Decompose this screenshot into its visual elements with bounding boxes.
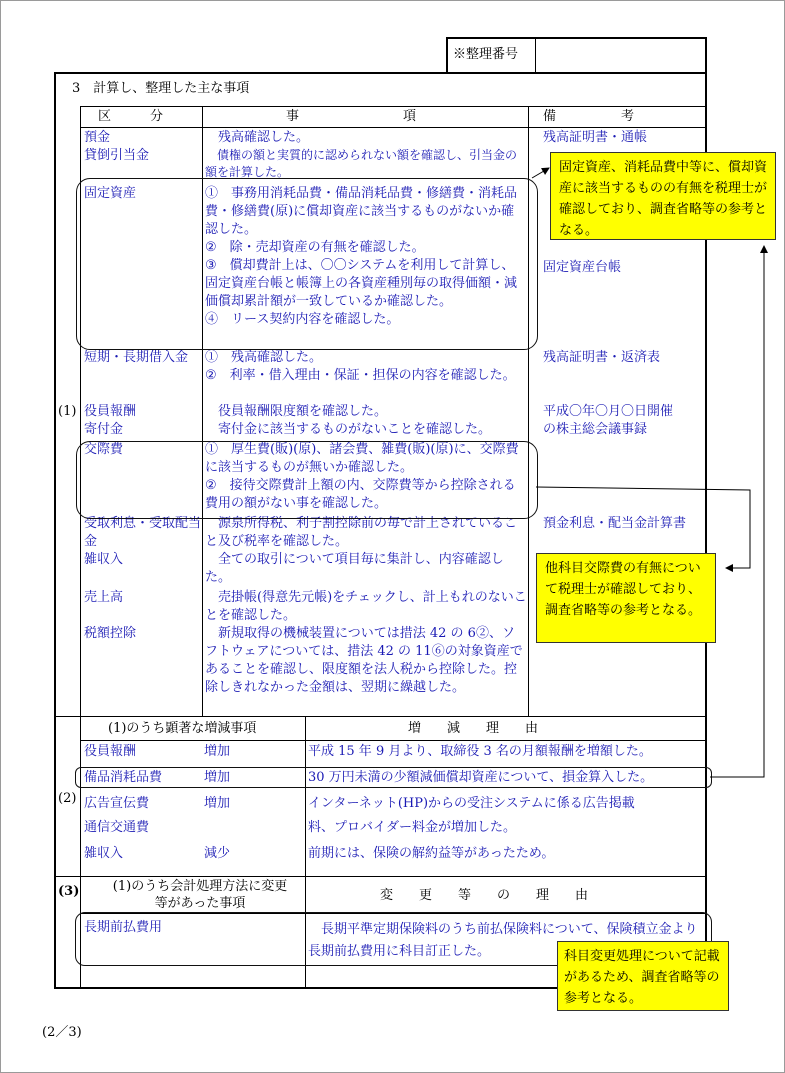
label-yakuin-hoshu: 役員報酬 — [84, 404, 137, 419]
p2-reason-2: インターネット(HP)からの受注システムに係る広告掲載 — [308, 796, 635, 811]
section3-title: 3 計算し、整理した主な事項 — [72, 81, 250, 96]
row-label-1: (1) — [58, 404, 77, 419]
note-yakuin-hoshu: 平成〇年〇月〇日開催 — [543, 404, 674, 419]
part3-header-right: 変 更 等 の 理 由 — [380, 888, 589, 903]
note-uketori-risoku: 預金利息・配当金計算書 — [543, 516, 687, 531]
arrow-bihin — [710, 246, 764, 777]
arrow-kotei-shisan — [532, 168, 549, 178]
label-uriage: 売上高 — [84, 590, 124, 605]
content-zatsushunyu: 全ての取引について項目毎に集計し、内容確認した。 — [205, 552, 504, 585]
arrow-kosaihi — [536, 487, 750, 568]
col-header-kubun: 区 分 — [98, 109, 164, 124]
note-kifukin: の株主総会議事録 — [543, 422, 648, 437]
row-label-2: (2) — [58, 791, 77, 806]
note-yokin: 残高証明書・通帳 — [543, 130, 648, 145]
part2-header-right: 増 減 理 由 — [408, 721, 539, 736]
content-kifukin: 寄付金に該当するものがないことを確認した。 — [205, 422, 492, 437]
reference-number-label: ※整理番号 — [453, 47, 519, 62]
p2-item-1: 備品消耗品費 — [84, 770, 163, 785]
label-kifukin: 寄付金 — [84, 422, 124, 437]
p2-change-2: 増加 — [204, 796, 231, 811]
content-kashidaore: 債権の額と実質的に認められない額を確認し、引当金の額を計算した。 — [205, 148, 518, 179]
callout-kotei-shisan: 固定資産、消耗品費中等に、償却資産に該当するものの有無を税理士が確認しており、調査省略等の参考となる。 — [550, 152, 776, 240]
col-header-jikou: 事 項 — [286, 109, 417, 124]
p2-reason-1: 30 万円未満の少額減価償却資産について、損金算入した。 — [308, 770, 654, 785]
content-kotei-shisan: ① 事務用消耗品費・備品消耗品費・修繕費・消耗品費・修繕費(原)に償却資産に該当するものがないか確認した。 ② 除・売却資産の有無を確認した。 ③ 償却費計上は、〇〇システムを利用して計算し、固定資産台帳と帳簿上の各資産種別毎の取得価額・減価償却累計額が一致しているか確認した。 ④ リース契約内容を確認した。 — [205, 186, 518, 327]
p2-change-0: 増加 — [204, 744, 231, 759]
label-kashidaore: 貸倒引当金 — [84, 148, 150, 163]
note-kariire: 残高証明書・返済表 — [543, 350, 661, 365]
row-label-3: (3) — [58, 884, 80, 899]
content-yokin: 残高確認した。 — [205, 130, 310, 145]
p2-change-4: 減少 — [204, 846, 231, 861]
content-yakuin-hoshu: 役員報酬限度額を確認した。 — [205, 404, 388, 419]
label-yokin: 預金 — [84, 130, 111, 145]
content-zeigaku-kojo: 新規取得の機械装置については措法 42 の 6②、ソフトウェアについては、措法 42 の 11⑥の対象資産であることを確認し、限度額を法人税から控除した。控除しきれなかった金額は、翌期に繰越した。 — [205, 626, 523, 695]
part2-header-left: (1)のうち顕著な増減事項 — [108, 721, 257, 736]
p3-reason: 長期平準定期保険料のうち前払保険料について、保険積立金より長期前払費用に科目訂正した。 — [308, 922, 698, 959]
label-kosaihi: 交際費 — [84, 442, 124, 457]
col-header-bikou: 備 考 — [543, 109, 635, 124]
label-kotei-shisan: 固定資産 — [84, 186, 137, 201]
p2-reason-0: 平成 15 年 9 月より、取締役 3 名の月額報酬を増額した。 — [308, 744, 652, 759]
content-uketori-risoku: 源泉所得税、利子割控除前の毎で計上されていること及び税率を確認した。 — [205, 516, 518, 549]
p2-item-0: 役員報酬 — [84, 744, 137, 759]
p3-item: 長期前払費用 — [84, 920, 163, 935]
p2-change-1: 増加 — [204, 770, 231, 785]
label-zatsushunyu: 雑収入 — [84, 552, 124, 567]
content-kosaihi: ① 厚生費(販)(原)、諸会費、雑費(販)(原)に、交際費に該当するものが無いか確認した。 ② 接待交際費計上額の内、交際費等から控除される費用の額がない事を確認した。 — [205, 442, 519, 511]
page-number: (2／3) — [42, 1025, 82, 1040]
note-kotei-shisan: 固定資産台帳 — [543, 260, 622, 275]
callout-choki-maebarai: 科目変更処理について記載があるため、調査省略等の参考となる。 — [557, 941, 729, 1011]
label-kariire: 短期・長期借入金 — [84, 350, 189, 365]
p2-item-3: 通信交通費 — [84, 820, 150, 835]
content-uriage: 売掛帳(得意先元帳)をチェックし、計上もれのないことを確認した。 — [205, 590, 527, 623]
p2-reason-4: 前期には、保険の解約益等があったため。 — [308, 846, 555, 861]
label-uketori-risoku: 受取利息・受取配当金 — [84, 516, 202, 549]
callout-kosaihi: 他科目交際費の有無について税理士が確認しており、調査省略等の参考となる。 — [536, 553, 716, 643]
p2-item-2: 広告宣伝費 — [84, 796, 150, 811]
part3-header-left: (1)のうち会計処理方法に変更等があった事項 — [112, 879, 288, 911]
p2-item-4: 雑収入 — [84, 846, 124, 861]
p2-reason-3: 料、プロバイダー料金が増加した。 — [308, 820, 517, 835]
content-kariire: ① 残高確認した。 ② 利率・借入理由・保証・担保の内容を確認した。 — [205, 350, 516, 383]
label-zeigaku-kojo: 税額控除 — [84, 626, 137, 641]
